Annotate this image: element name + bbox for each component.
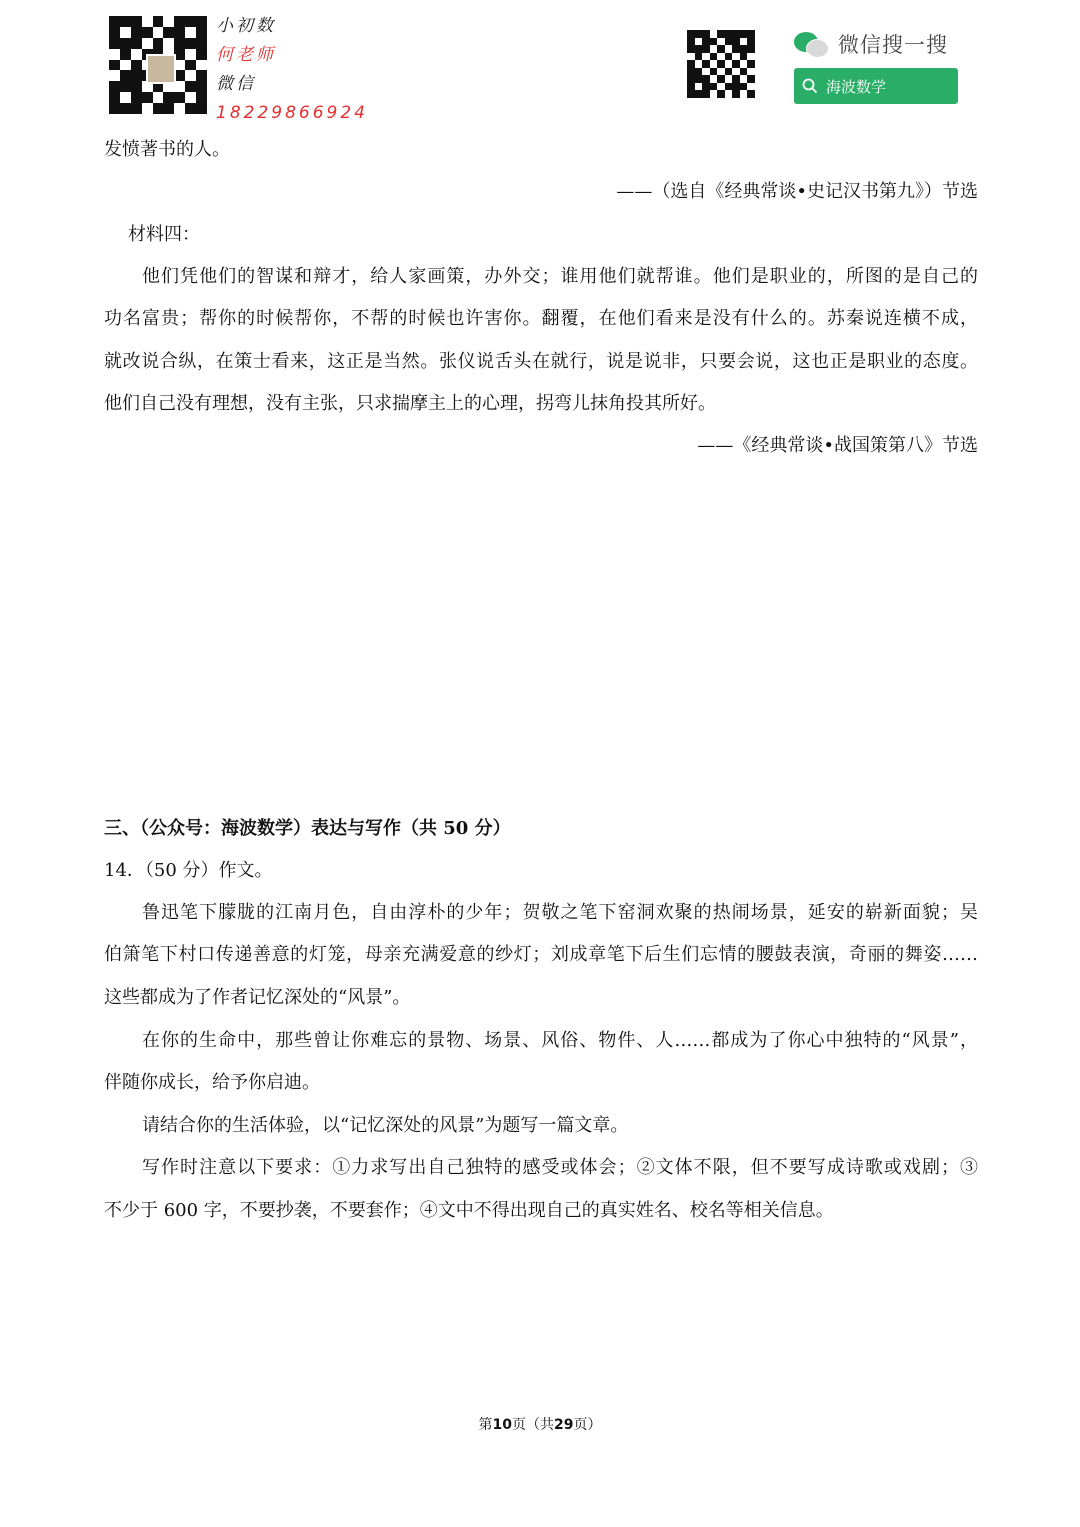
paragraph-line: 这些都成为了作者记忆深处的“风景”。 (104, 987, 411, 1008)
contact-info (216, 12, 368, 128)
paragraph-line: 不少于 600 字，不要抄袭，不要套作；④文中不得出现自己的真实姓名、校名等相关信息。 (104, 1200, 834, 1221)
source-citation: ——（选自《经典常谈•史记汉书第九》）节选 (616, 181, 978, 202)
page-header (0, 0, 1080, 123)
paragraph-line: 就改说合纵，在策士看来，这正是当然。张仪说舌头在就行，说是说非，只要会说，这也正是职业的态度。 (104, 351, 978, 372)
question-heading: 14．（50 分）作文。 (104, 860, 273, 881)
avatar (146, 54, 176, 84)
page-footer (0, 1414, 1080, 1434)
section-title: 三、（公众号：海波数学）表达与写作（共 50 分） (104, 818, 511, 839)
page-number: 10 (492, 1417, 512, 1433)
paragraph-line: 他们凭他们的智谋和辩才，给人家画策，办外交；谁用他们就帮谁。他们是职业的，所图的是自己的 (142, 266, 978, 287)
paragraph-line: 请结合你的生活体验，以“记忆深处的风景”为题写一篇文章。 (142, 1115, 629, 1136)
footer-text: 页） (573, 1417, 602, 1433)
search-icon (802, 78, 818, 94)
text-line: 发愤著书的人。 (104, 139, 230, 160)
contact-phone: 18229866924 (216, 103, 368, 123)
wechat-search-button[interactable] (794, 68, 958, 104)
contact-line: 微信 (216, 74, 256, 94)
contact-line: 何老师 (216, 45, 276, 65)
paragraph-line: 写作时注意以下要求：①力求写出自己独特的感受或体会；②文体不限，但不要写成诗歌或戏剧；③ (142, 1157, 978, 1178)
wechat-logo-icon (794, 30, 830, 58)
footer-text: 第 (478, 1417, 493, 1433)
qr-code-wechat (687, 30, 755, 98)
footer-text: 页（共 (512, 1417, 554, 1433)
page-total: 29 (554, 1417, 574, 1433)
paragraph-line: 伴随你成长，给予你启迪。 (104, 1072, 320, 1093)
contact-line: 小初数 (216, 16, 276, 36)
material-label: 材料四： (128, 224, 200, 245)
paragraph-line: 他们自己没有理想，没有主张，只求揣摩主上的心理，拐弯儿抹角投其所好。 (104, 393, 716, 414)
wechat-search-widget (794, 28, 964, 104)
wechat-search-label: 海波数学 (826, 77, 887, 96)
paragraph-line: 功名富贵；帮你的时候帮你，不帮的时候也许害你。翻覆，在他们看来是没有什么的。苏秦说连横不成， (104, 308, 978, 329)
wechat-search-title: 微信搜一搜 (838, 33, 948, 57)
source-citation: ——《经典常谈•战国策第八》节选 (697, 435, 978, 456)
paragraph-line: 鲁迅笔下朦胧的江南月色，自由淳朴的少年；贺敬之笔下窑洞欢聚的热闹场景，延安的崭新面貌；吴 (142, 902, 978, 923)
paragraph-line: 在你的生命中，那些曾让你难忘的景物、场景、风俗、物件、人……都成为了你心中独特的“风景”， (142, 1030, 978, 1051)
paragraph-line: 伯箫笔下村口传递善意的灯笼，母亲充满爱意的纱灯；刘成章笔下后生们忘情的腰鼓表演，奇丽的舞姿…… (104, 944, 978, 965)
